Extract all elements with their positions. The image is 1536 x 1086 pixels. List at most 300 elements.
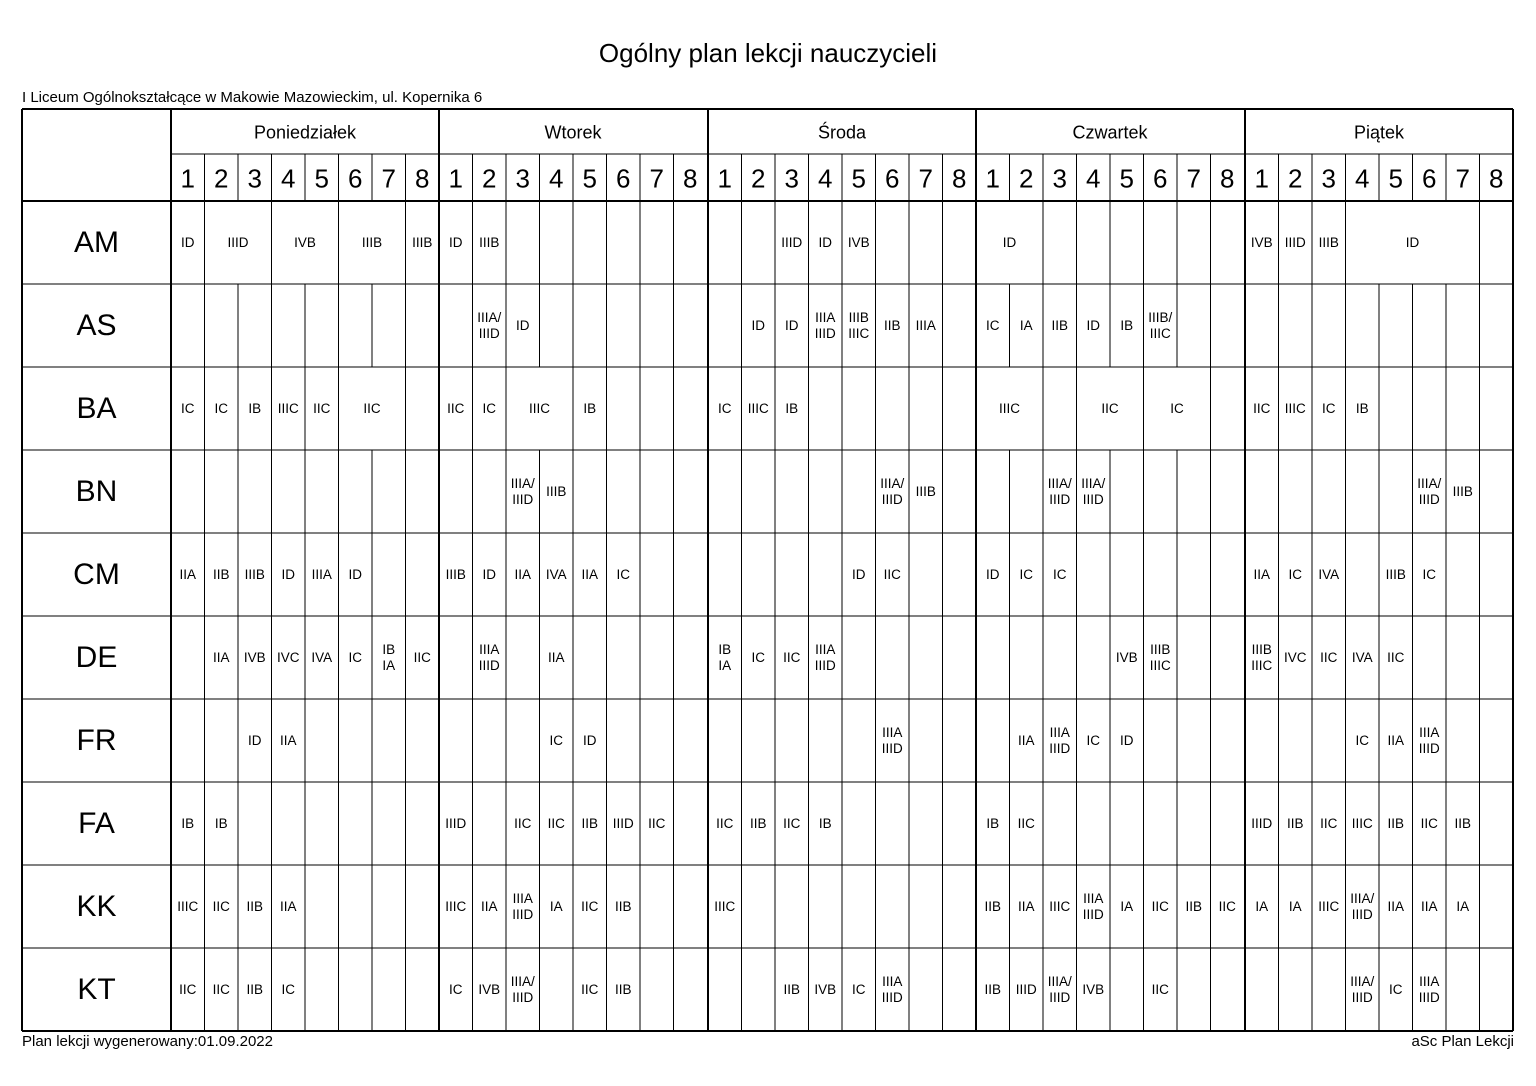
lesson-cell (1003, 235, 1017, 250)
lesson-cell-line: IIIA/ (1047, 476, 1072, 491)
lesson-cell-line: IIIA (1083, 891, 1104, 906)
lesson-cell-line: IIC (1218, 899, 1236, 914)
lesson-cell-line: IB (248, 401, 262, 416)
generator-name: aSc Plan Lekcji (1411, 1033, 1514, 1050)
lesson-cell-line: IIC (547, 816, 565, 831)
lesson-cell (1423, 567, 1437, 582)
lesson-cell (1289, 899, 1302, 914)
period-header: 2 (751, 163, 766, 194)
lesson-cell (511, 974, 535, 1005)
lesson-cell (1081, 476, 1105, 507)
day-header: Wtorek (544, 122, 602, 143)
lesson-cell (1389, 982, 1403, 997)
lesson-cell (785, 401, 798, 416)
day-header: Poniedziałek (253, 122, 357, 143)
lesson-cell (512, 891, 533, 922)
lesson-cell (1287, 816, 1304, 831)
lesson-cell (984, 899, 1001, 914)
lesson-cell (1406, 235, 1420, 250)
lesson-cell (1219, 899, 1237, 914)
lesson-cell-line: IB (181, 816, 195, 831)
lesson-cell-line: ID (449, 235, 463, 250)
lesson-cell-line: IIA (1387, 899, 1405, 914)
lesson-cell-line: IIIB/ (1148, 310, 1173, 325)
lesson-cell-line: ID (1405, 235, 1420, 250)
lesson-cell-line: ID (181, 235, 195, 250)
lesson-cell (414, 650, 432, 665)
lesson-cell-line: ID (1120, 733, 1134, 748)
lesson-cell (179, 567, 196, 582)
lesson-cell (783, 982, 800, 997)
lesson-cell-line: IB (214, 816, 228, 831)
lesson-cell-line: IIIA (1419, 725, 1440, 740)
lesson-cell (848, 235, 870, 250)
lesson-cell-line: IIB (984, 899, 1002, 914)
teacher-label: CM (73, 558, 120, 591)
lesson-cell-line: IIA (279, 899, 297, 914)
period-header: 3 (515, 163, 530, 194)
lesson-cell (1053, 567, 1067, 582)
lesson-cell-line: IIB (1185, 899, 1203, 914)
lesson-cell-line: IIIA/ (1047, 974, 1072, 989)
lesson-cell (179, 982, 197, 997)
lesson-cell-line: IIIC (1149, 658, 1171, 673)
lesson-cell (852, 567, 866, 582)
lesson-cell-line: IIC (447, 401, 465, 416)
lesson-cell (819, 235, 833, 250)
lesson-cell-line: IIIC (1318, 899, 1340, 914)
lesson-cell (815, 310, 836, 341)
lesson-cell-line: IC (1019, 567, 1033, 582)
lesson-cell-line: ID (583, 733, 597, 748)
lesson-cell-line: IC (1288, 567, 1302, 582)
lesson-cell-line: IIID (512, 990, 534, 1005)
period-header: 7 (1455, 163, 1470, 194)
lesson-cell (1152, 982, 1170, 997)
lesson-cell-line: IIIB (1385, 567, 1406, 582)
lesson-cell (181, 235, 195, 250)
lesson-cell (884, 567, 902, 582)
lesson-cell-line: IIB (883, 318, 901, 333)
lesson-cell-line: ID (348, 567, 362, 582)
lesson-cell (1417, 476, 1441, 507)
lesson-cell-line: IVB (1250, 235, 1273, 250)
lesson-cell (244, 650, 266, 665)
lesson-cell (882, 974, 903, 1005)
lesson-cell (1148, 310, 1172, 341)
lesson-cell (246, 982, 263, 997)
lesson-cell-line: IIB (614, 899, 632, 914)
lesson-cell-line: IIIC (528, 401, 551, 416)
lesson-cell (516, 318, 530, 333)
period-header: 7 (649, 163, 664, 194)
lesson-cell-line: IIC (313, 401, 331, 416)
lesson-cell-line: IIB (783, 982, 801, 997)
lesson-cell (278, 401, 299, 416)
lesson-cell-line: IIA (212, 650, 230, 665)
lesson-cell (445, 899, 466, 914)
lesson-cell-line: IB (1120, 318, 1134, 333)
lesson-cell (1152, 899, 1170, 914)
lesson-cell (748, 401, 769, 416)
lesson-cell-line: IIIC (1251, 658, 1273, 673)
lesson-cell-line: IIIA (882, 725, 903, 740)
lesson-cell (1150, 642, 1171, 673)
lesson-cell-line: IIC (581, 899, 599, 914)
page-title: Ogólny plan lekcji nauczycieli (598, 38, 938, 68)
lesson-cell-line: IIID (1015, 982, 1037, 997)
lesson-cell-line: IVA (1318, 567, 1340, 582)
lesson-cell (529, 401, 550, 416)
lesson-cell (1319, 235, 1339, 250)
lesson-cell-line: IA (549, 899, 563, 914)
lesson-cell (311, 650, 332, 665)
lesson-cell (1251, 816, 1272, 831)
lesson-cell-line: IIC (1320, 650, 1338, 665)
period-header: 2 (214, 163, 229, 194)
lesson-cell (213, 567, 230, 582)
lesson-cell-line: IIA (1387, 733, 1405, 748)
day-header: Czwartek (1072, 122, 1148, 143)
lesson-cell (514, 816, 532, 831)
lesson-cell-line: IB (583, 401, 597, 416)
period-header: 4 (281, 163, 296, 194)
period-header: 3 (1321, 163, 1336, 194)
period-header: 3 (1052, 163, 1067, 194)
lesson-cell-line: IIIB (1452, 484, 1473, 499)
lesson-cell (785, 318, 799, 333)
period-header: 1 (448, 163, 463, 194)
lesson-cell-line: IIIA (815, 310, 836, 325)
lesson-cell-line: IIC (648, 816, 666, 831)
lesson-cell-line: IIIA/ (510, 974, 535, 989)
lesson-cell-line: IIB (1454, 816, 1472, 831)
lesson-cell (280, 733, 297, 748)
lesson-cell-line: IIIC (1284, 401, 1306, 416)
lesson-cell-line: IIC (413, 650, 431, 665)
period-header: 2 (1288, 163, 1303, 194)
lesson-cell-line: IIID (881, 990, 903, 1005)
lesson-cell-line: IVA (311, 650, 333, 665)
lesson-cell (615, 982, 632, 997)
lesson-cell-line: IIC (1420, 816, 1438, 831)
lesson-cell (1185, 899, 1202, 914)
lesson-cell-line: ID (785, 318, 799, 333)
lesson-cell (819, 816, 832, 831)
lesson-cell (445, 816, 466, 831)
lesson-cell-line: IVB (1115, 650, 1138, 665)
lesson-cell-line: IIIB (361, 235, 383, 250)
lesson-cell-line: IIB (246, 982, 264, 997)
lesson-cell (479, 235, 499, 250)
lesson-cell-line: IB (986, 816, 1000, 831)
period-header: 7 (1186, 163, 1201, 194)
lesson-cell-line: IVC (1283, 650, 1307, 665)
lesson-cell (1352, 650, 1373, 665)
lesson-cell (581, 899, 599, 914)
lesson-cell (1356, 401, 1369, 416)
lesson-cell-line: ID (482, 567, 496, 582)
lesson-cell-line: IVA (545, 567, 567, 582)
lesson-cell-line: IIIA/ (1350, 974, 1375, 989)
lesson-cell-line: IC (1086, 733, 1100, 748)
lesson-cell-line: IIIB (479, 235, 500, 250)
lesson-cell (1356, 733, 1370, 748)
lesson-cell (1350, 891, 1374, 922)
lesson-cell-line: IIIC (177, 899, 199, 914)
lesson-cell-line: IIID (1418, 741, 1440, 756)
lesson-cell (848, 310, 869, 341)
lesson-cell (181, 401, 195, 416)
period-header: 4 (1086, 163, 1101, 194)
period-header: 8 (1220, 163, 1235, 194)
lesson-cell (984, 982, 1001, 997)
lesson-cell (1421, 899, 1438, 914)
lesson-cell-line: ID (516, 318, 530, 333)
lesson-cell (449, 235, 463, 250)
lesson-cell-line: IIID (1049, 492, 1071, 507)
lesson-cell-line: IB (382, 642, 396, 657)
lesson-cell (581, 816, 598, 831)
teacher-label: DE (75, 641, 118, 674)
lesson-cell-line: IIIB (412, 235, 433, 250)
lesson-cell-line: ID (818, 235, 832, 250)
day-header: Środa (817, 122, 867, 143)
teacher-label: BA (76, 392, 117, 425)
lesson-cell-line: IIID (512, 907, 534, 922)
lesson-cell-line: ID (986, 567, 1000, 582)
lesson-cell-line: IIIB (546, 484, 567, 499)
lesson-cell-line: IIID (881, 741, 903, 756)
lesson-cell-line: IIC (1101, 401, 1119, 416)
lesson-cell-line: IIID (1418, 990, 1440, 1005)
lesson-cell-line: IIA (581, 567, 599, 582)
lesson-cell-line: IA (382, 658, 396, 673)
lesson-cell-line: IIID (227, 235, 249, 250)
lesson-cell-line: IIID (1082, 492, 1104, 507)
lesson-cell (783, 650, 801, 665)
lesson-cell-line: IIA (547, 650, 565, 665)
lesson-cell-line: IIA (1420, 899, 1438, 914)
lesson-cell (483, 567, 497, 582)
period-header: 1 (717, 163, 732, 194)
lesson-cell-line: IIC (581, 982, 599, 997)
lesson-cell-line: IIID (512, 492, 534, 507)
lesson-cell-line: IB (1355, 401, 1369, 416)
lesson-cell-line: IIA (514, 567, 532, 582)
lesson-cell (1120, 733, 1134, 748)
lesson-cell-line: IIID (478, 326, 500, 341)
lesson-cell (1018, 899, 1035, 914)
lesson-cell-line: IIIC (714, 899, 736, 914)
lesson-cell (447, 401, 465, 416)
period-header: 1 (985, 163, 1000, 194)
lesson-cell-line: IIIA/ (1350, 891, 1375, 906)
teacher-label: BN (75, 475, 118, 508)
lesson-cell (215, 816, 228, 831)
lesson-cell (814, 982, 836, 997)
lesson-cell (481, 899, 498, 914)
period-header: 5 (582, 163, 597, 194)
lesson-cell-line: IIB (581, 816, 599, 831)
lesson-cell (248, 401, 261, 416)
lesson-cell-line: IIIC (1149, 326, 1171, 341)
lesson-cell (280, 899, 297, 914)
lesson-cell-line: IC (1422, 567, 1436, 582)
period-header: 8 (1489, 163, 1504, 194)
lesson-cell-line: IC (1389, 982, 1403, 997)
lesson-cell (916, 318, 936, 333)
lesson-cell-line: IIID (1284, 235, 1306, 250)
lesson-cell-line: IC (214, 401, 228, 416)
lesson-cell (1285, 235, 1306, 250)
period-header: 8 (683, 163, 698, 194)
lesson-cell-line: IC (1355, 733, 1369, 748)
lesson-cell (581, 567, 598, 582)
lesson-cell (615, 899, 632, 914)
lesson-cell-line: IIIA/ (510, 476, 535, 491)
lesson-cell (1284, 650, 1307, 665)
day-header: Piątek (1353, 122, 1405, 143)
lesson-cell (1387, 733, 1404, 748)
period-header: 3 (247, 163, 262, 194)
lesson-cell-line: ID (1002, 235, 1017, 250)
period-header: 6 (348, 163, 363, 194)
lesson-cell (277, 650, 300, 665)
lesson-cell (1087, 318, 1101, 333)
lesson-cell-line: IIIB (848, 310, 869, 325)
lesson-cell-line: IIIA (512, 891, 533, 906)
lesson-cell (1320, 816, 1338, 831)
lesson-cell (1120, 899, 1133, 914)
generated-date: Plan lekcji wygenerowany:01.09.2022 (22, 1033, 273, 1050)
lesson-cell-line: IIIB (915, 484, 936, 499)
lesson-cell-line: IIID (478, 658, 500, 673)
period-header: 5 (851, 163, 866, 194)
lesson-cell-line: IIA (480, 899, 498, 914)
lesson-cell-line: IIC (363, 401, 381, 416)
teacher-label: KT (77, 973, 116, 1006)
lesson-cell-line: IIA (1017, 733, 1035, 748)
period-header: 7 (381, 163, 396, 194)
lesson-cell (546, 484, 566, 499)
lesson-cell (181, 816, 194, 831)
lesson-cell (1251, 642, 1272, 673)
lesson-cell-line: IIC (883, 567, 901, 582)
lesson-cell-line: IVA (1351, 650, 1373, 665)
lesson-cell (313, 401, 331, 416)
lesson-cell-line: IIC (1017, 816, 1035, 831)
lesson-cell (1049, 899, 1070, 914)
period-header: 6 (1153, 163, 1168, 194)
lesson-cell-line: IIID (1351, 990, 1373, 1005)
lesson-cell (1082, 982, 1104, 997)
teacher-label: AM (74, 226, 119, 259)
lesson-cell (548, 650, 565, 665)
lesson-cell-line: IIC (514, 816, 532, 831)
lesson-cell-line: IIB (1387, 816, 1405, 831)
lesson-cell (1049, 725, 1070, 756)
lesson-cell (246, 899, 263, 914)
lesson-cell (349, 650, 363, 665)
lesson-cell-line: IIC (783, 816, 801, 831)
lesson-cell-line: IIIA (1419, 974, 1440, 989)
lesson-cell (546, 567, 567, 582)
lesson-cell-line: IIIA (479, 642, 500, 657)
lesson-cell-line: ID (852, 567, 866, 582)
lesson-cell-line: IIIC (747, 401, 769, 416)
lesson-cell (349, 567, 363, 582)
lesson-cell (716, 816, 734, 831)
period-header: 8 (415, 163, 430, 194)
lesson-cell (1253, 401, 1271, 416)
lesson-cell-line: IIC (1387, 650, 1405, 665)
lesson-cell (1251, 235, 1273, 250)
lesson-cell (363, 401, 381, 416)
lesson-cell-line: IIIC (445, 899, 467, 914)
lesson-cell (1387, 899, 1404, 914)
lesson-cell (511, 476, 535, 507)
period-header: 5 (1119, 163, 1134, 194)
lesson-cell (478, 982, 500, 997)
lesson-cell-line: IB (818, 816, 832, 831)
lesson-cell (412, 235, 432, 250)
lesson-cell (1419, 974, 1440, 1005)
lesson-cell (1318, 567, 1339, 582)
lesson-cell (1320, 650, 1338, 665)
lesson-cell-line: IIIC (1351, 816, 1373, 831)
lesson-cell (449, 982, 463, 997)
lesson-cell (1255, 899, 1268, 914)
lesson-cell-line: IIC (212, 899, 230, 914)
lesson-cell-line: IC (482, 401, 496, 416)
lesson-cell (312, 567, 332, 582)
school-name: I Liceum Ogólnokształcące w Makowie Mazowieckim, ul. Kopernika 6 (22, 89, 483, 106)
lesson-cell (548, 816, 566, 831)
lesson-cell-line: IVB (294, 235, 316, 250)
lesson-cell (550, 733, 564, 748)
lesson-cell-line: IIIA (815, 642, 836, 657)
lesson-cell (213, 982, 231, 997)
lesson-cell (750, 816, 767, 831)
lesson-cell (213, 899, 231, 914)
lesson-cell-line: ID (248, 733, 262, 748)
teacher-label: KK (76, 890, 117, 923)
period-header: 6 (885, 163, 900, 194)
period-header: 4 (818, 163, 833, 194)
lesson-cell-line: IIB (246, 899, 264, 914)
lesson-cell-line: IC (852, 982, 866, 997)
lesson-cell (477, 310, 501, 341)
lesson-cell-line: IIB (984, 982, 1002, 997)
lesson-cell-line: IC (751, 650, 765, 665)
lesson-cell-line: IA (1255, 899, 1269, 914)
lesson-cell (781, 235, 802, 250)
lesson-cell-line: IC (616, 567, 630, 582)
lesson-cell (177, 899, 198, 914)
lesson-cell (1419, 725, 1440, 756)
lesson-cell (1020, 318, 1033, 333)
lesson-cell (483, 401, 497, 416)
lesson-cell (446, 567, 466, 582)
period-header: 4 (549, 163, 564, 194)
lesson-cell (714, 899, 735, 914)
lesson-cell-line: IVB (243, 650, 266, 665)
lesson-cell (1352, 816, 1373, 831)
lesson-cell-line: IIID (1049, 990, 1071, 1005)
lesson-cell-line: IIC (716, 816, 734, 831)
lesson-cell-line: IA (718, 658, 732, 673)
